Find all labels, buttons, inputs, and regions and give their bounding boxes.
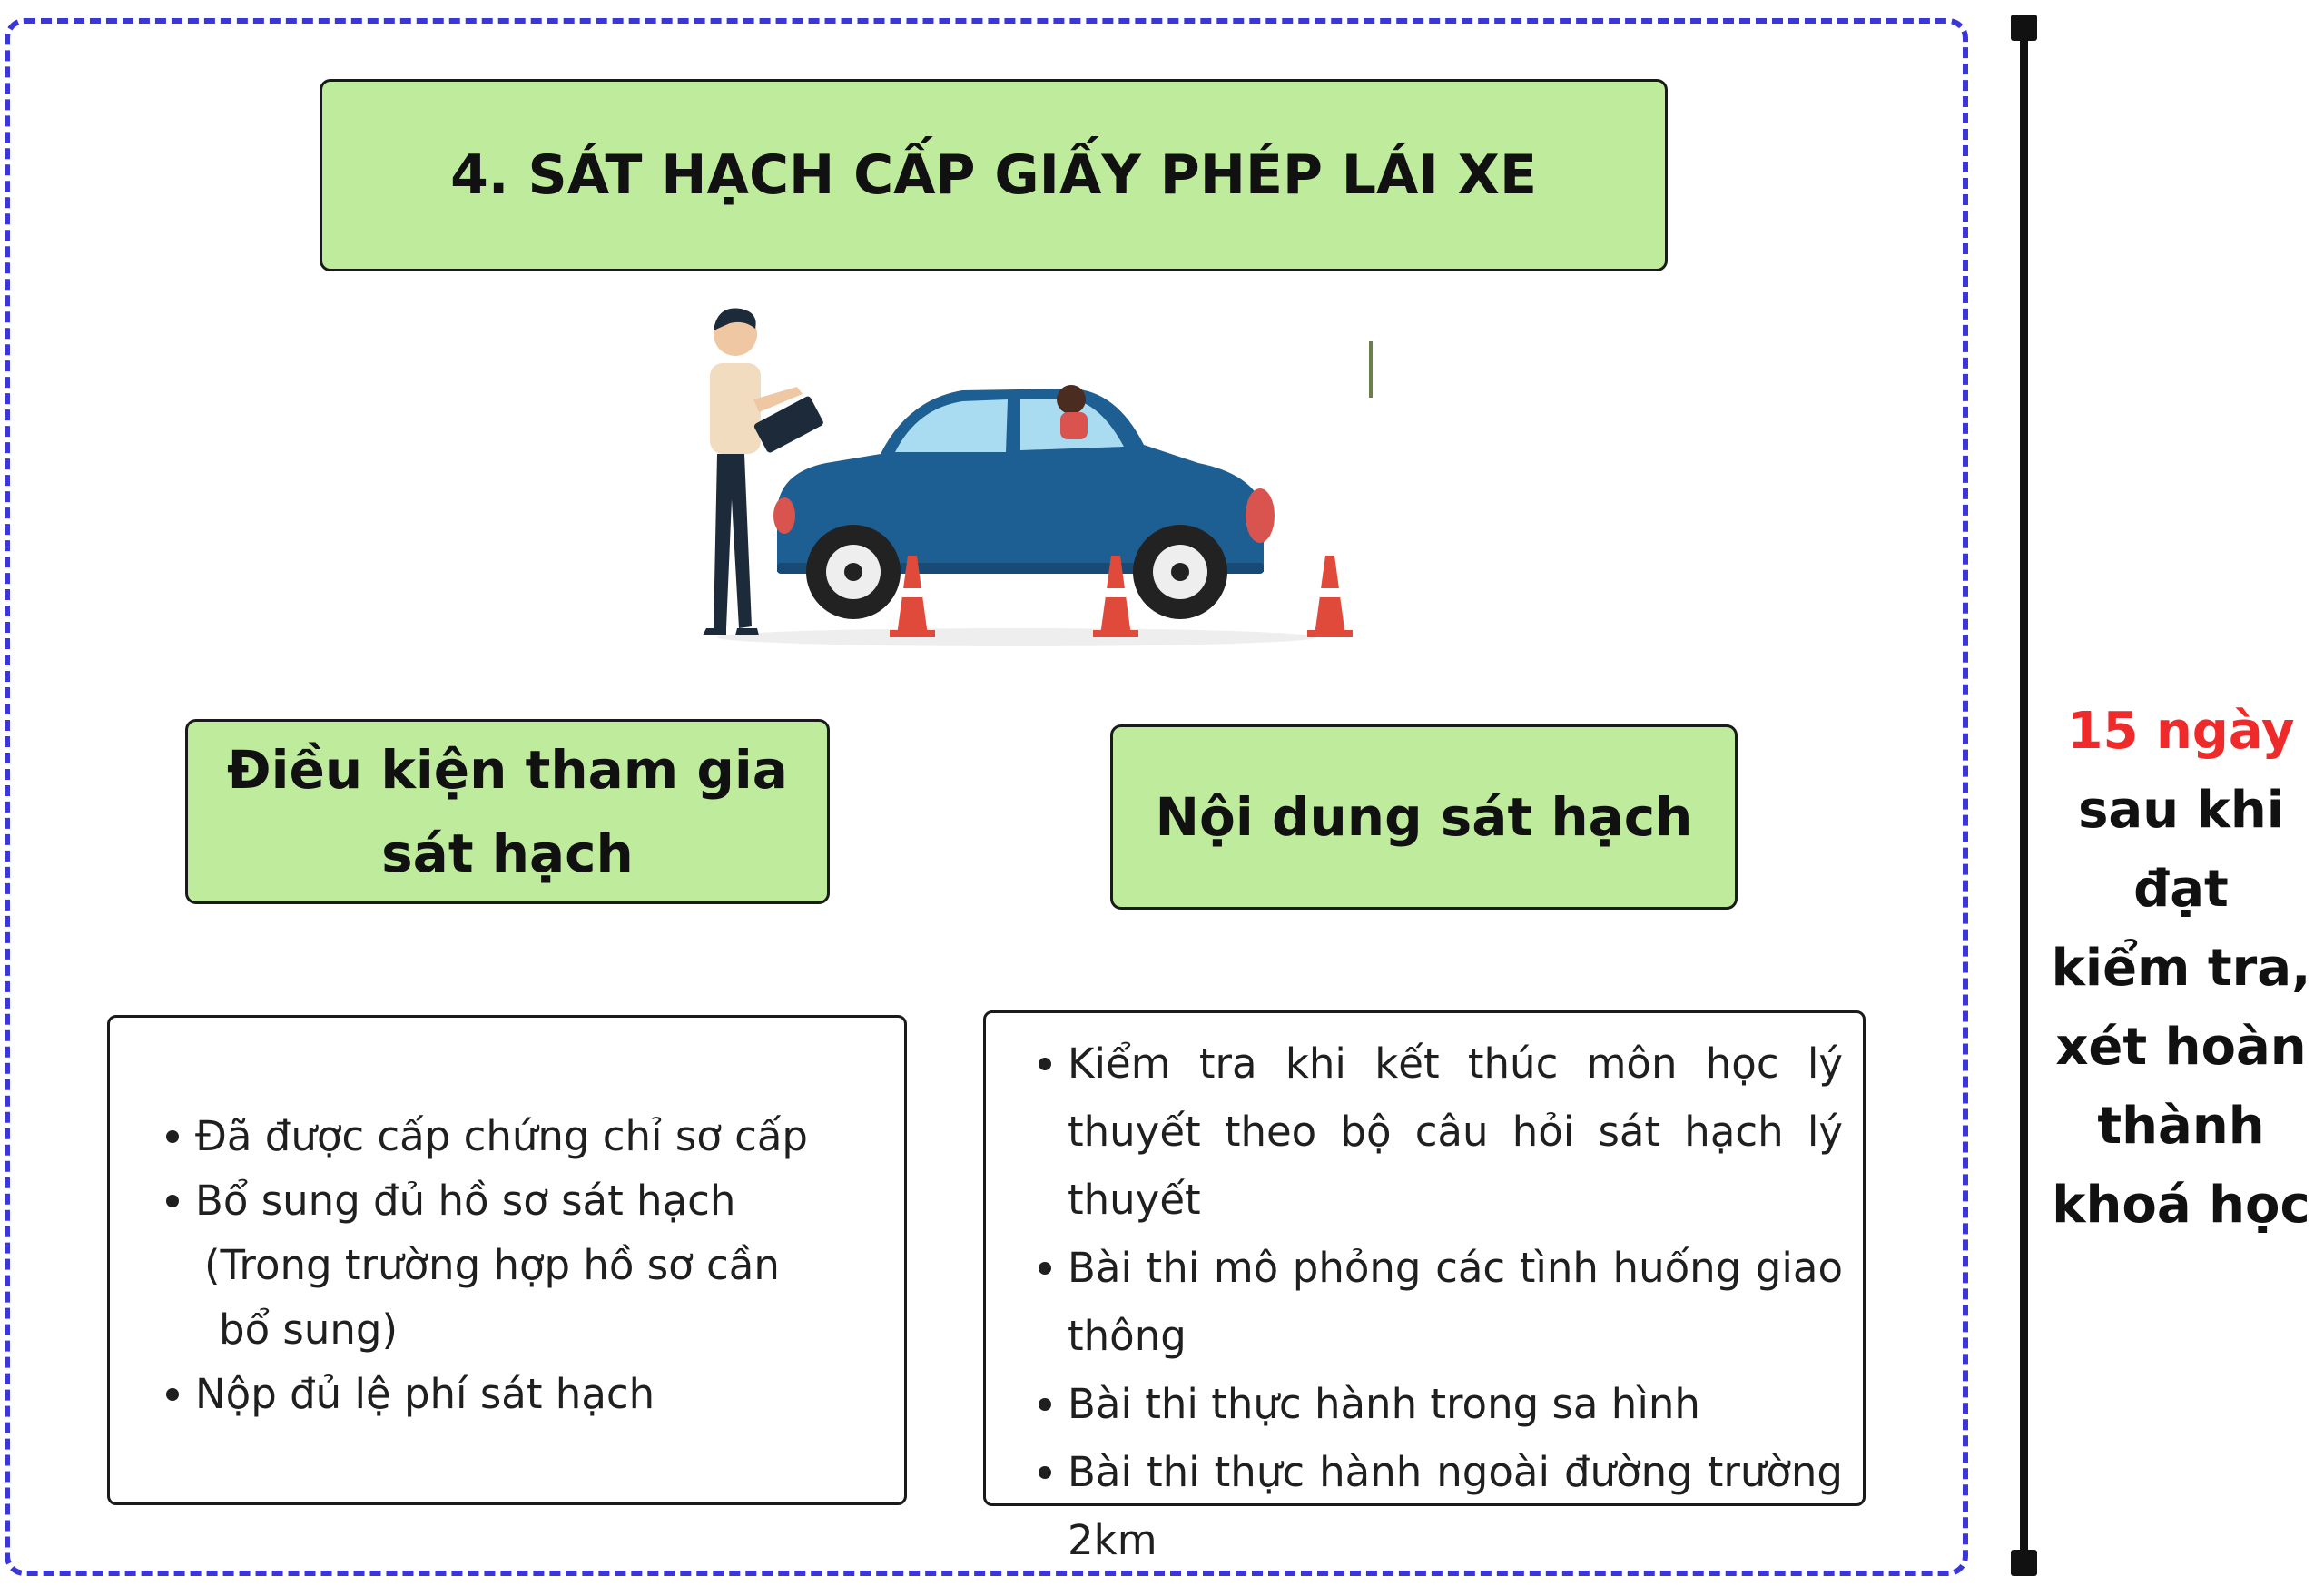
timeline-note-line: thành xyxy=(2097,1097,2265,1156)
timeline-cap-bottom xyxy=(2011,1550,2037,1576)
timeline-line xyxy=(2020,27,2028,1561)
list-item-note: bổ sung) xyxy=(219,1305,399,1354)
car-icon xyxy=(773,385,1275,619)
page-title-text: 4. SÁT HẠCH CẤP GIẤY PHÉP LÁI XE xyxy=(450,143,1537,207)
list-item: Bổ sung đủ hồ sơ sát hạch (Trong trường hợp hồ sơ cần bổ sung) xyxy=(133,1168,878,1362)
list-item: Nộp đủ lệ phí sát hạch xyxy=(133,1362,878,1426)
content-heading-text: Nội dung sát hạch xyxy=(1155,786,1693,848)
conditions-heading-line1: Điều kiện tham gia xyxy=(227,739,788,801)
list-item: Bài thi mô phỏng các tình huống giao thông xyxy=(1006,1234,1843,1370)
content-list xyxy=(1006,1029,1843,1574)
timeline-note-line: đạt xyxy=(2133,860,2229,919)
timeline-note-line: sau khi xyxy=(2078,781,2284,840)
list-item: Kiểm tra khi kết thúc môn học lý thuyết theo bộ câu hỏi sát hạch lý thuyết xyxy=(1006,1029,1843,1234)
content-list-box xyxy=(983,1010,1866,1564)
list-item-note: (Trong trường hợp hồ sơ cần xyxy=(204,1241,780,1289)
timeline-note-line: khoá học xyxy=(2052,1176,2310,1235)
timeline-cap-top xyxy=(2011,15,2037,41)
ground-shadow xyxy=(717,628,1316,646)
timeline-highlight: 15 ngày xyxy=(2067,702,2295,761)
conditions-heading xyxy=(185,719,830,904)
timeline-note-line: kiểm tra, xyxy=(2051,939,2311,998)
timeline-note xyxy=(2038,692,2324,1245)
list-item: Bài thi thực hành ngoài đường trường 2km xyxy=(1006,1438,1843,1574)
page-title xyxy=(320,79,1668,271)
conditions-list-box xyxy=(107,1015,907,1505)
driving-test-illustration xyxy=(690,300,1380,663)
timeline-note-line: xét hoàn xyxy=(2055,1018,2307,1077)
conditions-heading-line2: sát hạch xyxy=(381,823,634,884)
content-heading xyxy=(1110,724,1738,910)
list-item: Bài thi thực hành trong sa hình xyxy=(1006,1370,1843,1438)
conditions-list xyxy=(133,1104,878,1426)
stick-icon xyxy=(1369,341,1373,398)
traffic-cone-icon xyxy=(1307,556,1353,637)
list-item: Đã được cấp chứng chỉ sơ cấp xyxy=(133,1104,878,1168)
